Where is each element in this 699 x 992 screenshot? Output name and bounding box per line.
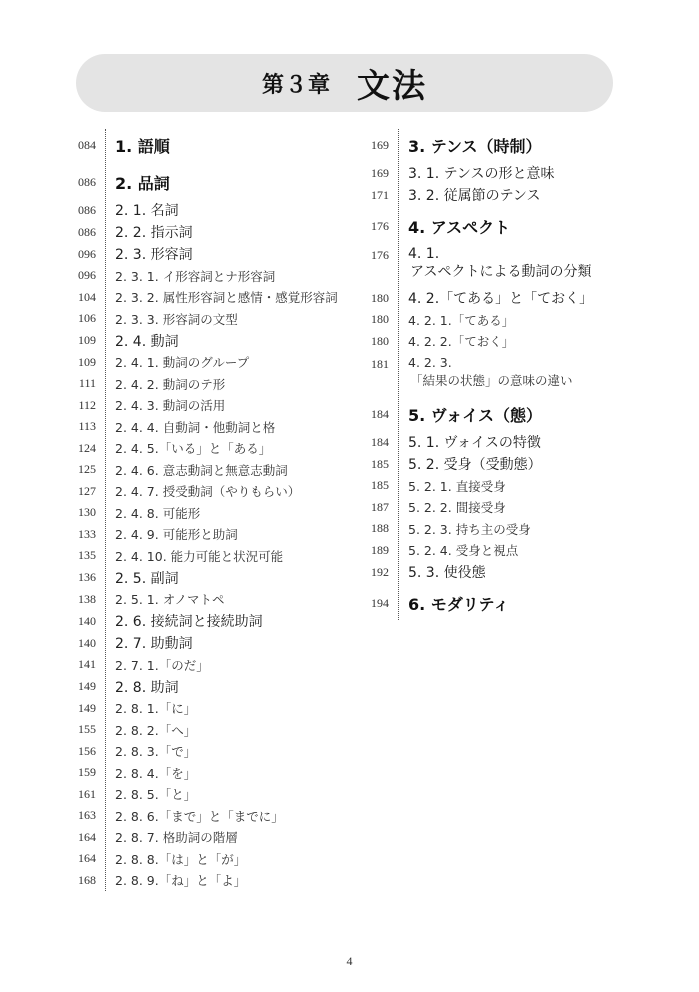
toc-entry xyxy=(72,221,338,243)
toc-page-number: 149 xyxy=(78,700,96,715)
toc-title: 5. 1. ヴォイスの特徴 xyxy=(408,435,541,451)
toc-entry xyxy=(72,654,338,676)
toc-entry xyxy=(365,352,593,394)
toc-title: 2. 4. 動詞 xyxy=(115,333,179,350)
toc-title: 2. 4. 3. 動詞の活用 xyxy=(115,398,226,414)
toc-page-number: 096 xyxy=(78,246,96,261)
toc-page-number: 140 xyxy=(78,613,96,628)
toc-entry xyxy=(72,373,338,395)
toc-entry xyxy=(72,308,338,330)
toc-page-number: 180 xyxy=(371,312,389,327)
toc-title: 2. 3. 2. 属性形容詞と感情・感覚形容詞 xyxy=(115,290,338,306)
toc-entry xyxy=(365,287,593,309)
toc-title-line1: 4. 2. 3. xyxy=(408,355,452,370)
toc-page-number: 176 xyxy=(371,248,389,262)
toc-page-number: 185 xyxy=(371,478,389,493)
toc-title xyxy=(408,352,573,390)
toc-page-number: 156 xyxy=(78,743,96,758)
toc-entry xyxy=(72,805,338,827)
toc-entry xyxy=(72,719,338,741)
toc-page-number: 136 xyxy=(78,570,96,584)
toc-title: 5. 2. 2. 間接受身 xyxy=(408,500,506,516)
toc-entry xyxy=(72,265,338,287)
toc-page-number: 112 xyxy=(78,397,96,412)
toc-title: 2. 4. 9. 可能形と助詞 xyxy=(115,527,238,543)
chapter-header xyxy=(76,54,613,112)
toc-entry xyxy=(72,784,338,806)
toc-right-column xyxy=(365,129,593,620)
toc-page-number: 125 xyxy=(78,462,96,477)
page-number: 4 xyxy=(346,954,353,968)
toc-entry xyxy=(72,243,338,265)
toc-entry xyxy=(365,561,593,583)
toc-entry xyxy=(365,210,593,243)
toc-entry xyxy=(365,497,593,519)
toc-entry xyxy=(72,589,338,611)
toc-title xyxy=(408,243,591,281)
toc-title: 2. 3. 形容詞 xyxy=(115,247,193,263)
toc-entry xyxy=(72,352,338,374)
toc-page-number: 109 xyxy=(78,333,96,347)
toc-title: 1. 語順 xyxy=(115,137,170,156)
toc-entry xyxy=(72,395,338,417)
toc-entry xyxy=(72,330,338,352)
toc-page-number: 138 xyxy=(78,591,96,606)
toc-title: 5. 2. 4. 受身と視点 xyxy=(408,543,519,559)
toc-title: 2. 8. 7. 格助詞の階層 xyxy=(115,830,238,846)
toc-page-number: 169 xyxy=(371,165,389,180)
toc-title: 2. 3. 1. イ形容詞とナ形容詞 xyxy=(115,268,276,284)
toc-page-number: 159 xyxy=(78,765,96,780)
toc-title: 4. 2. 2.「ておく」 xyxy=(408,334,515,350)
toc-title: 5. 2. 1. 直接受身 xyxy=(408,478,506,494)
toc-page-number: 180 xyxy=(371,333,389,348)
toc-entry xyxy=(365,162,593,184)
toc-entry xyxy=(72,870,338,892)
toc-entry xyxy=(365,331,593,353)
toc-page-number: 135 xyxy=(78,548,96,563)
toc-page-number: 171 xyxy=(371,187,389,202)
toc-page-number: 184 xyxy=(371,434,389,449)
toc-entry xyxy=(72,502,338,524)
toc-entry xyxy=(365,587,593,620)
toc-page-number: 130 xyxy=(78,505,96,520)
toc-entry xyxy=(72,848,338,870)
toc-entry xyxy=(365,129,593,162)
toc-entry xyxy=(365,475,593,497)
toc-title-line2: アスペクトによる動詞の分類 xyxy=(410,264,592,280)
toc-title: 2. 2. 指示詞 xyxy=(115,225,193,241)
toc-title: 2. 3. 3. 形容詞の文型 xyxy=(115,311,238,327)
toc-page-number: 164 xyxy=(78,829,96,844)
toc-page-number: 109 xyxy=(78,354,96,369)
toc-entry xyxy=(72,524,338,546)
toc-page-number: 161 xyxy=(78,786,96,801)
toc-page-number: 192 xyxy=(371,564,389,579)
toc-entry xyxy=(72,545,338,567)
chapter-label: 第３章 xyxy=(261,72,331,98)
toc-entry xyxy=(72,762,338,784)
toc-entry xyxy=(72,438,338,460)
toc-page-number: 111 xyxy=(78,376,96,391)
toc-page-number: 141 xyxy=(78,657,96,672)
toc-title: 2. 8. 8.「は」と「が」 xyxy=(115,851,247,867)
chapter-title: 文法 xyxy=(357,65,427,105)
toc-title: 5. 2. 受身（受動態） xyxy=(408,457,542,473)
toc-page-number: 086 xyxy=(78,175,96,189)
toc-page-number: 133 xyxy=(78,526,96,541)
toc-title: 2. 4. 2. 動詞のテ形 xyxy=(115,376,226,392)
toc-entry xyxy=(72,698,338,720)
toc-title: 2. 5. 1. オノマトペ xyxy=(115,592,225,608)
toc-page-number: 194 xyxy=(371,596,389,610)
toc-page-number: 185 xyxy=(371,456,389,471)
toc-title: 2. 8. 助詞 xyxy=(115,679,179,696)
toc-page-number: 106 xyxy=(78,311,96,326)
toc-title: 2. 6. 接続詞と接続助詞 xyxy=(115,614,263,630)
toc-title: 2. 4. 7. 授受動詞（やりもらい） xyxy=(115,484,301,500)
toc-entry xyxy=(72,129,338,162)
toc-page-number: 163 xyxy=(78,808,96,823)
toc-entry xyxy=(72,567,338,589)
toc-title-line2: 「結果の状態」の意味の違い xyxy=(410,373,573,388)
toc-title: 2. 4. 5.「いる」と「ある」 xyxy=(115,441,272,457)
toc-page-number: 124 xyxy=(78,440,96,455)
toc-title: 5. 2. 3. 持ち主の受身 xyxy=(408,521,531,537)
toc-entry xyxy=(365,431,593,453)
toc-title: 6. モダリティ xyxy=(408,595,510,614)
toc-title: 2. 8. 6.「まで」と「までに」 xyxy=(115,808,284,824)
toc-title: 2. 8. 5.「と」 xyxy=(115,787,197,803)
toc-entry xyxy=(365,540,593,562)
toc-entry xyxy=(365,453,593,475)
toc-entry xyxy=(72,632,338,654)
toc-title: 2. 4. 10. 能力可能と状況可能 xyxy=(115,548,284,564)
toc-title: 2. 8. 4.「を」 xyxy=(115,765,197,781)
toc-title: 3. テンス（時制） xyxy=(408,137,542,156)
toc-title: 4. 2. 1.「てある」 xyxy=(408,312,515,328)
toc-title: 2. 4. 4. 自動詞・他動詞と格 xyxy=(115,419,276,435)
toc-page-number: 149 xyxy=(78,679,96,693)
toc-title: 2. 4. 1. 動詞のグループ xyxy=(115,355,250,371)
toc-page-number: 181 xyxy=(371,357,389,371)
toc-entry xyxy=(365,518,593,540)
toc-page-number: 086 xyxy=(78,202,96,217)
toc-page-number: 168 xyxy=(78,872,96,887)
toc-title: 5. ヴォイス（態） xyxy=(408,406,542,425)
toc-page-number: 169 xyxy=(371,138,389,152)
toc-entry xyxy=(365,309,593,331)
toc-title: 4. アスペクト xyxy=(408,218,511,237)
toc-entry xyxy=(72,610,338,632)
toc-entry xyxy=(365,398,593,431)
toc-entry xyxy=(72,827,338,849)
toc-entry xyxy=(72,459,338,481)
toc-page-number: 086 xyxy=(78,224,96,239)
toc-page-number: 096 xyxy=(78,268,96,283)
toc-title: 2. 4. 6. 意志動詞と無意志動詞 xyxy=(115,462,288,478)
toc-entry xyxy=(72,481,338,503)
toc-entry xyxy=(72,741,338,763)
toc-entry xyxy=(72,199,338,221)
toc-title: 2. 5. 副詞 xyxy=(115,570,179,587)
toc-left-column xyxy=(72,129,338,891)
toc-title: 2. 8. 1.「に」 xyxy=(115,701,197,717)
toc-title: 2. 7. 1.「のだ」 xyxy=(115,657,209,673)
toc-title-line1: 4. 1. xyxy=(408,246,440,262)
toc-page-number: 189 xyxy=(371,542,389,557)
toc-entry xyxy=(72,676,338,698)
toc-title: 2. 1. 名詞 xyxy=(115,203,179,219)
toc-entry xyxy=(365,184,593,206)
toc-page-number: 127 xyxy=(78,483,96,498)
toc-entry xyxy=(365,243,593,287)
toc-title: 2. 8. 9.「ね」と「よ」 xyxy=(115,873,247,889)
toc-entry xyxy=(72,416,338,438)
toc-page-number: 084 xyxy=(78,138,96,152)
toc-title: 2. 8. 3.「で」 xyxy=(115,744,197,760)
toc-page-number: 180 xyxy=(371,290,389,305)
toc-page-number: 184 xyxy=(371,407,389,421)
toc-page-number: 113 xyxy=(78,419,96,434)
toc-page-number: 164 xyxy=(78,851,96,866)
toc-title: 3. 2. 従属節のテンス xyxy=(408,188,541,204)
toc-page-number: 155 xyxy=(78,722,96,737)
toc-title: 3. 1. テンスの形と意味 xyxy=(408,166,555,182)
toc-title: 2. 4. 8. 可能形 xyxy=(115,505,201,521)
toc-page-number: 104 xyxy=(78,289,96,304)
toc-page-number: 176 xyxy=(371,219,389,233)
toc-title: 2. 7. 助動詞 xyxy=(115,636,193,652)
toc-title: 5. 3. 使役態 xyxy=(408,565,486,581)
toc-entry xyxy=(72,166,338,199)
toc-title: 2. 8. 2.「へ」 xyxy=(115,722,197,738)
toc-title: 4. 2.「てある」と「ておく」 xyxy=(408,291,594,307)
toc-entry xyxy=(72,287,338,309)
toc-page-number: 188 xyxy=(371,521,389,536)
toc-page-number: 187 xyxy=(371,499,389,514)
toc-page-number: 140 xyxy=(78,635,96,650)
toc-title: 2. 品詞 xyxy=(115,174,170,193)
